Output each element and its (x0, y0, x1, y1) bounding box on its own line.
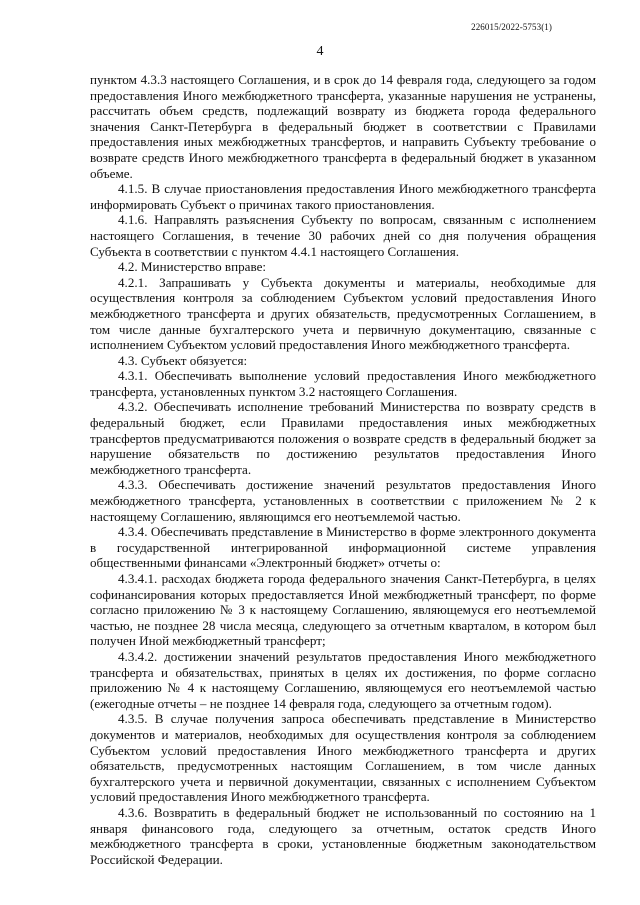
paragraph-4-3-5: 4.3.5. В случае получения запроса обеспечивать представление в Министерство документов и материалов, необходимых для осуществления контроля за соблюдением Субъектом условий предоставления Иного межбюджетного трансферта и других обязательств, предусмотренных настоящим Соглашением, в том числе данных бухгалтерского учета и первичной документации, связанных с исполнением Субъектом условий предоставления Иного межбюджетного трансферта. (90, 711, 596, 805)
paragraph-4-3-4-1: 4.3.4.1. расходах бюджета города федерального значения Санкт-Петербурга, в целях софинансирования которых предоставляется Иной межбюджетный трансферт, по форме согласно приложению № 3 к настоящему Соглашению, являющемуся его неотъемлемой частью, не позднее 28 числа месяца, следующего за отчетным кварталом, в котором был получен Иной межбюджетный трансферт; (90, 571, 596, 649)
paragraph-continuation: пунктом 4.3.3 настоящего Соглашения, и в срок до 14 февраля года, следующего за годом предоставления Иного межбюджетного трансферта, указанные нарушения не устранены, рассчитать объем средств, подлежащий возврату из бюджета города федерального значения Санкт-Петербурга в федеральный бюджет в соответствии с Правилами предоставления иных межбюджетных трансфертов, и направить Субъекту требование о возврате средств Иного межбюджетного трансферта в федеральный бюджет в указанном объеме. (90, 72, 596, 181)
paragraph-4-3-2: 4.3.2. Обеспечивать исполнение требований Министерства по возврату средств в федеральный бюджет, если Правилами предоставления иных межбюджетных трансфертов предусматриваются положения о возврате средств в федеральный бюджет за нарушение обязательств по достижению результатов предоставления Иного межбюджетного трансферта. (90, 399, 596, 477)
document-body (90, 72, 596, 867)
paragraph-4-3-4-2: 4.3.4.2. достижении значений результатов предоставления Иного межбюджетного трансферта и обязательствах, принятых в целях их достижения, по форме согласно приложению № 4 к настоящему Соглашению, являющемуся его неотъемлемой частью (ежегодные отчеты – не позднее 14 февраля года, следующего за отчетным годом). (90, 648, 596, 711)
paragraph-4-3: 4.3. Субъект обязуется: (118, 352, 248, 368)
paragraph-4-2: 4.2. Министерство вправе: (118, 259, 267, 275)
paragraph-4-2-1: 4.2.1. Запрашивать у Субъекта документы и материалы, необходимые для осуществления контроля за соблюдением Субъектом условий предоставления Иного межбюджетного трансферта и других обязательств, предусмотренных Соглашением, в том числе данные бухгалтерского учета и первичную документацию, связанные с исполнением Субъектом условий предоставления Иного межбюджетного трансферта. (90, 274, 596, 353)
page-number: 4 (316, 44, 324, 59)
paragraph-4-3-3: 4.3.3. Обеспечивать достижение значений результатов предоставления Иного межбюджетного трансферта, установленных в соответствии с приложением № 2 к настоящему Соглашению, являющимся его неотъемлемой частью. (90, 477, 596, 524)
paragraph-4-3-1: 4.3.1. Обеспечивать выполнение условий предоставления Иного межбюджетного трансферта, установленных пунктом 3.2 настоящего Соглашения. (90, 368, 596, 399)
document-number: 226015/2022-5753(1) (471, 22, 552, 32)
paragraph-4-3-6: 4.3.6. Возвратить в федеральный бюджет не использованный по состоянию на 1 января финансового года, следующего за отчетным, остаток средств Иного межбюджетного трансферта в сроки, установленные бюджетным законодательством Российской Федерации. (90, 804, 596, 867)
paragraph-4-1-5: 4.1.5. В случае приостановления предоставления Иного межбюджетного трансферта информировать Субъект о причинах такого приостановления. (90, 181, 596, 212)
paragraph-4-3-4: 4.3.4. Обеспечивать представление в Министерство в форме электронного документа в государственной интегрированной информационной системе управления общественными финансами «Электронный бюджет» отчеты о: (90, 524, 596, 571)
paragraph-4-1-6: 4.1.6. Направлять разъяснения Субъекту по вопросам, связанным с исполнением настоящего Соглашения, в течение 30 рабочих дней со дня получения обращения Субъекта в соответствии с пунктом 4.4.1 настоящего Соглашения. (90, 212, 596, 259)
